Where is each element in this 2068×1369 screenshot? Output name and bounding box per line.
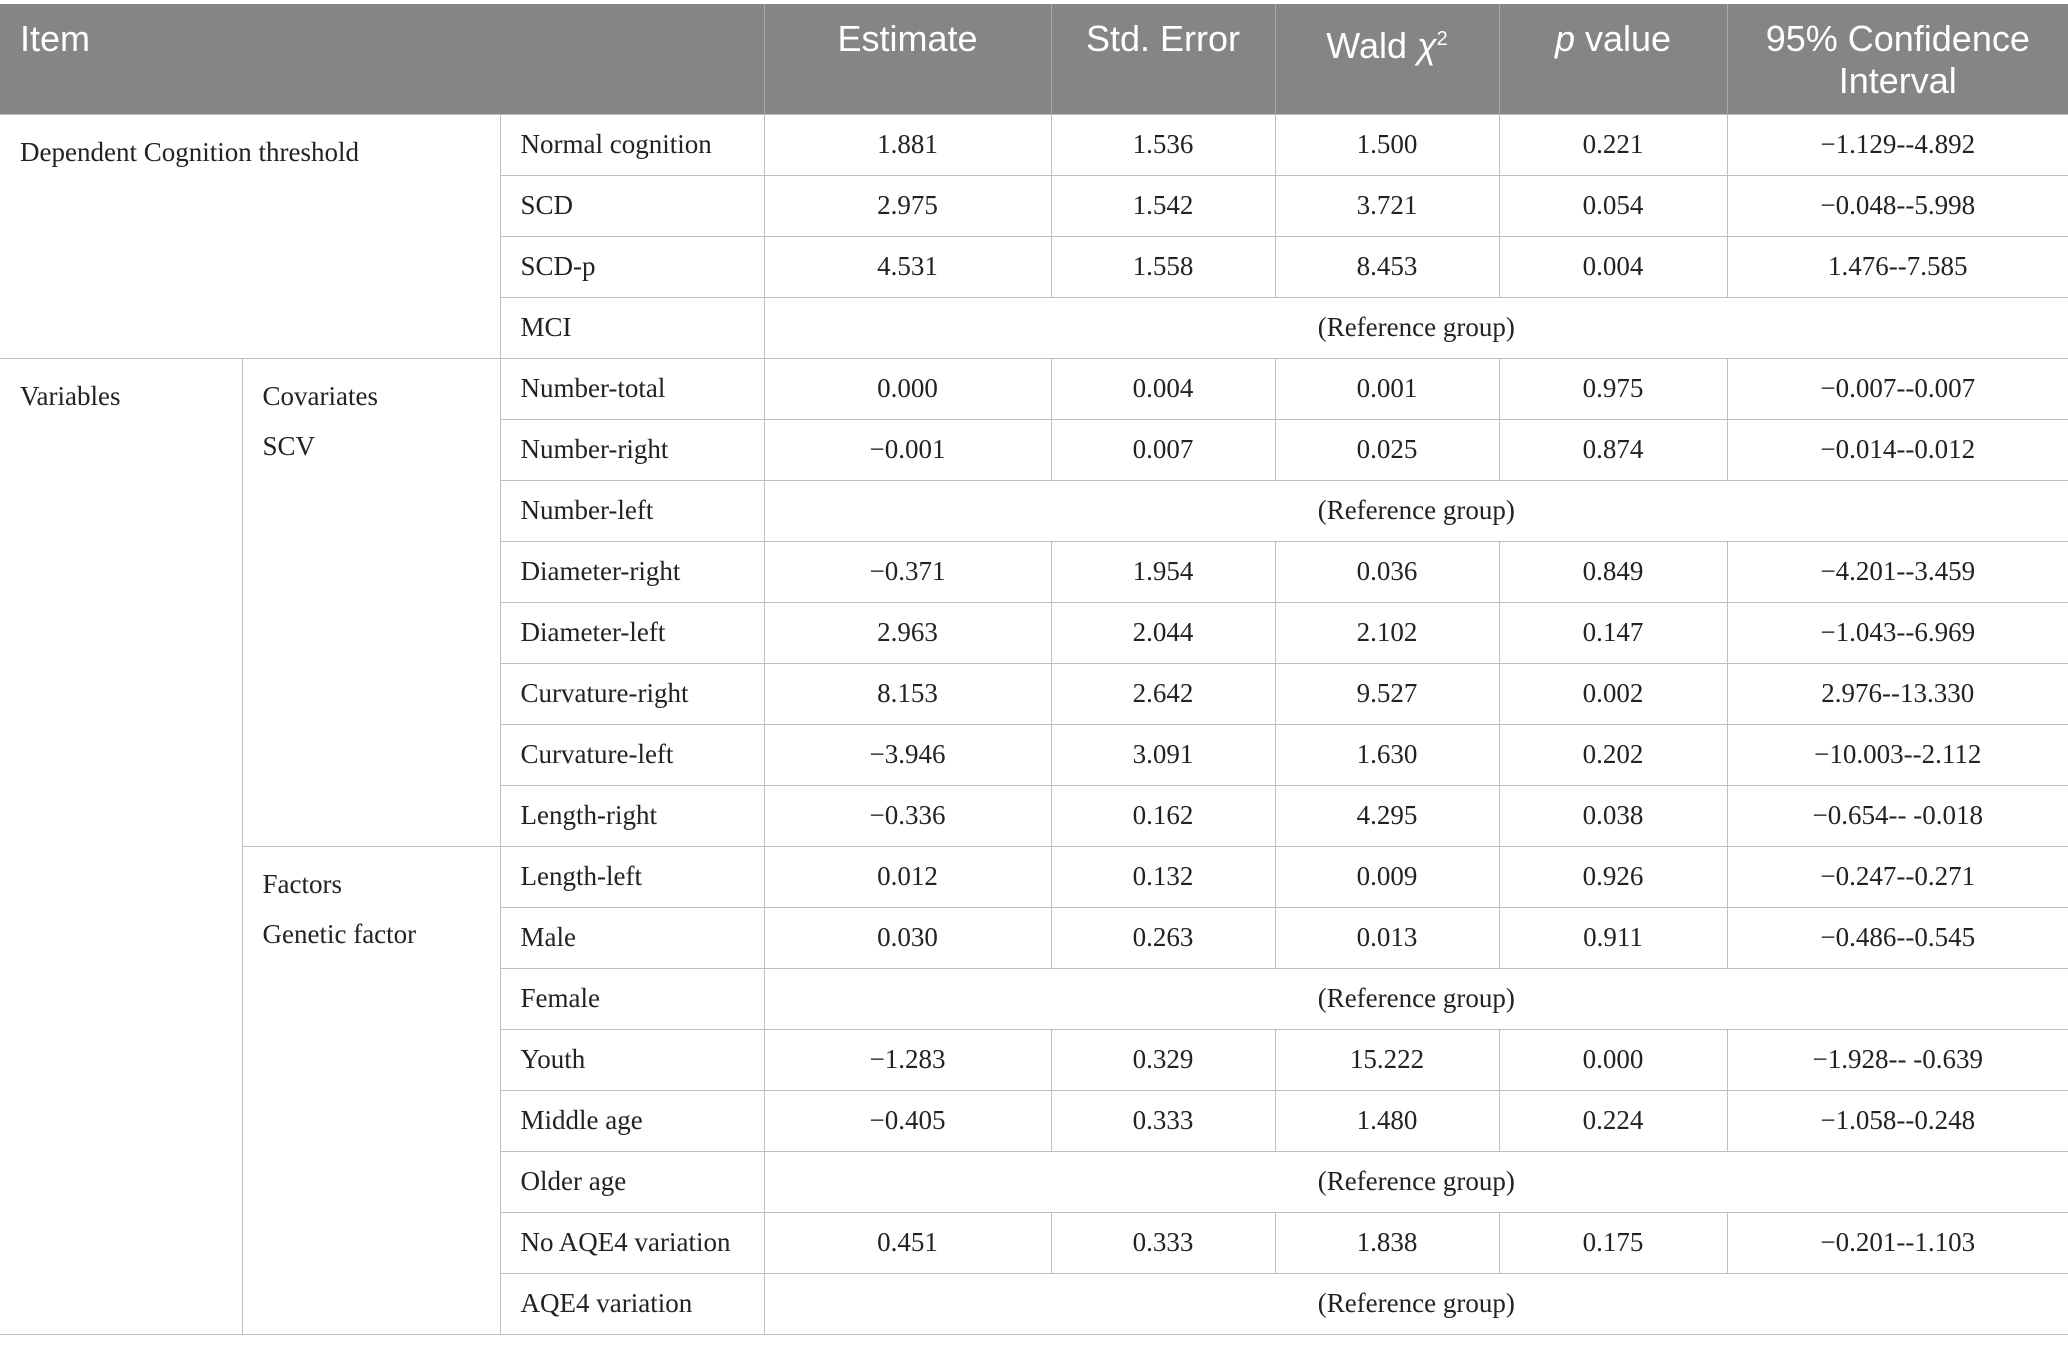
covariates-label: Covariates (262, 380, 378, 411)
header-confidence-interval (1727, 4, 2068, 114)
p-italic: p (1554, 18, 1575, 59)
cell-p-value: 0.221 (1499, 114, 1727, 175)
cell-wald: 0.001 (1275, 358, 1499, 419)
row-label: SCD (500, 175, 764, 236)
cell-estimate: −0.336 (764, 785, 1051, 846)
cell-wald: 3.721 (1275, 175, 1499, 236)
cell-ci: −0.654-- -0.018 (1727, 785, 2068, 846)
row-label: Length-right (500, 785, 764, 846)
cell-estimate: 8.153 (764, 663, 1051, 724)
row-label: Curvature-right (500, 663, 764, 724)
cell-p-value: 0.002 (1499, 663, 1727, 724)
row-label: Curvature-left (500, 724, 764, 785)
cell-wald: 1.630 (1275, 724, 1499, 785)
row-label: Female (500, 968, 764, 1029)
cell-std-error: 0.132 (1051, 846, 1275, 907)
row-label: Diameter-left (500, 602, 764, 663)
cell-p-value: 0.874 (1499, 419, 1727, 480)
genetic-label: Genetic factor (262, 918, 417, 949)
row-label: Number-total (500, 358, 764, 419)
cell-estimate: 0.451 (764, 1212, 1051, 1273)
row-label: Length-left (500, 846, 764, 907)
row-label: SCD-p (500, 236, 764, 297)
cell-std-error: 2.642 (1051, 663, 1275, 724)
cell-ci: −1.928-- -0.639 (1727, 1029, 2068, 1090)
cell-ci: −0.486--0.545 (1727, 907, 2068, 968)
cell-estimate: 1.881 (764, 114, 1051, 175)
cell-p-value: 0.911 (1499, 907, 1727, 968)
cell-estimate: 4.531 (764, 236, 1051, 297)
header-std-error: Std. Error (1051, 4, 1275, 114)
group-variables: Variables (0, 358, 242, 1334)
cell-std-error: 0.333 (1051, 1212, 1275, 1273)
cell-std-error: 0.162 (1051, 785, 1275, 846)
cell-wald: 0.009 (1275, 846, 1499, 907)
table-header (0, 4, 2068, 114)
cell-ci: −1.043--6.969 (1727, 602, 2068, 663)
cell-ci: −4.201--3.459 (1727, 541, 2068, 602)
cell-ci: −0.048--5.998 (1727, 175, 2068, 236)
reference-group: (Reference group) (764, 1151, 2068, 1212)
group-covariates (242, 358, 500, 846)
table-row (0, 114, 2068, 175)
cell-estimate: −1.283 (764, 1029, 1051, 1090)
cell-std-error: 1.558 (1051, 236, 1275, 297)
cell-ci: −1.129--4.892 (1727, 114, 2068, 175)
reference-group: (Reference group) (764, 968, 2068, 1029)
cell-estimate: −0.371 (764, 541, 1051, 602)
cell-ci: −0.014--0.012 (1727, 419, 2068, 480)
cell-p-value: 0.975 (1499, 358, 1727, 419)
cell-ci: −0.201--1.103 (1727, 1212, 2068, 1273)
cell-ci: −0.247--0.271 (1727, 846, 2068, 907)
cell-std-error: 1.542 (1051, 175, 1275, 236)
cell-std-error: 0.333 (1051, 1090, 1275, 1151)
cell-estimate: 0.030 (764, 907, 1051, 968)
row-label: Number-left (500, 480, 764, 541)
cell-wald: 15.222 (1275, 1029, 1499, 1090)
cell-p-value: 0.054 (1499, 175, 1727, 236)
cell-wald: 0.025 (1275, 419, 1499, 480)
cell-wald: 2.102 (1275, 602, 1499, 663)
ci-line2: Interval (1838, 60, 1957, 101)
wald-superscript: 2 (1436, 28, 1448, 50)
cell-estimate: 2.975 (764, 175, 1051, 236)
table-row (0, 846, 2068, 907)
header-estimate: Estimate (764, 4, 1051, 114)
cell-p-value: 0.000 (1499, 1029, 1727, 1090)
wald-chi: χ (1416, 25, 1437, 66)
header-p-value (1499, 4, 1727, 114)
group-dependent: Dependent Cognition threshold (0, 114, 500, 358)
header-row (0, 4, 2068, 114)
reference-group: (Reference group) (764, 1273, 2068, 1334)
row-label: Normal cognition (500, 114, 764, 175)
cell-estimate: −0.405 (764, 1090, 1051, 1151)
p-rest: value (1575, 18, 1672, 59)
cell-p-value: 0.202 (1499, 724, 1727, 785)
cell-ci: −10.003--2.112 (1727, 724, 2068, 785)
group-factors (242, 846, 500, 1334)
cell-wald: 1.480 (1275, 1090, 1499, 1151)
row-label: Youth (500, 1029, 764, 1090)
results-table-wrapper (0, 4, 2068, 1335)
cell-std-error: 0.263 (1051, 907, 1275, 968)
row-label: Older age (500, 1151, 764, 1212)
reference-group: (Reference group) (764, 480, 2068, 541)
reference-group: (Reference group) (764, 297, 2068, 358)
cell-ci: −1.058--0.248 (1727, 1090, 2068, 1151)
cell-wald: 1.500 (1275, 114, 1499, 175)
cell-ci: 2.976--13.330 (1727, 663, 2068, 724)
cell-wald: 1.838 (1275, 1212, 1499, 1273)
cell-wald: 0.013 (1275, 907, 1499, 968)
cell-std-error: 3.091 (1051, 724, 1275, 785)
cell-p-value: 0.175 (1499, 1212, 1727, 1273)
results-table (0, 4, 2068, 1335)
cell-std-error: 0.329 (1051, 1029, 1275, 1090)
header-wald (1275, 4, 1499, 114)
row-label: Middle age (500, 1090, 764, 1151)
cell-wald: 9.527 (1275, 663, 1499, 724)
cell-p-value: 0.147 (1499, 602, 1727, 663)
table-body (0, 114, 2068, 1334)
scv-label: SCV (262, 430, 316, 461)
cell-estimate: 0.012 (764, 846, 1051, 907)
cell-p-value: 0.849 (1499, 541, 1727, 602)
cell-p-value: 0.038 (1499, 785, 1727, 846)
cell-wald: 4.295 (1275, 785, 1499, 846)
cell-p-value: 0.004 (1499, 236, 1727, 297)
cell-wald: 8.453 (1275, 236, 1499, 297)
row-label: Number-right (500, 419, 764, 480)
cell-estimate: −3.946 (764, 724, 1051, 785)
cell-std-error: 1.954 (1051, 541, 1275, 602)
ci-line1: 95% Confidence (1765, 18, 2030, 59)
cell-p-value: 0.926 (1499, 846, 1727, 907)
header-item: Item (0, 4, 764, 114)
row-label: No AQE4 variation (500, 1212, 764, 1273)
table-row (0, 358, 2068, 419)
row-label: Male (500, 907, 764, 968)
cell-wald: 0.036 (1275, 541, 1499, 602)
wald-prefix: Wald (1326, 25, 1417, 66)
cell-std-error: 2.044 (1051, 602, 1275, 663)
factors-label: Factors (262, 868, 342, 899)
cell-ci: −0.007--0.007 (1727, 358, 2068, 419)
cell-estimate: 0.000 (764, 358, 1051, 419)
cell-p-value: 0.224 (1499, 1090, 1727, 1151)
row-label: Diameter-right (500, 541, 764, 602)
row-label: MCI (500, 297, 764, 358)
cell-estimate: 2.963 (764, 602, 1051, 663)
cell-std-error: 0.004 (1051, 358, 1275, 419)
cell-std-error: 0.007 (1051, 419, 1275, 480)
row-label: AQE4 variation (500, 1273, 764, 1334)
cell-std-error: 1.536 (1051, 114, 1275, 175)
cell-estimate: −0.001 (764, 419, 1051, 480)
cell-ci: 1.476--7.585 (1727, 236, 2068, 297)
